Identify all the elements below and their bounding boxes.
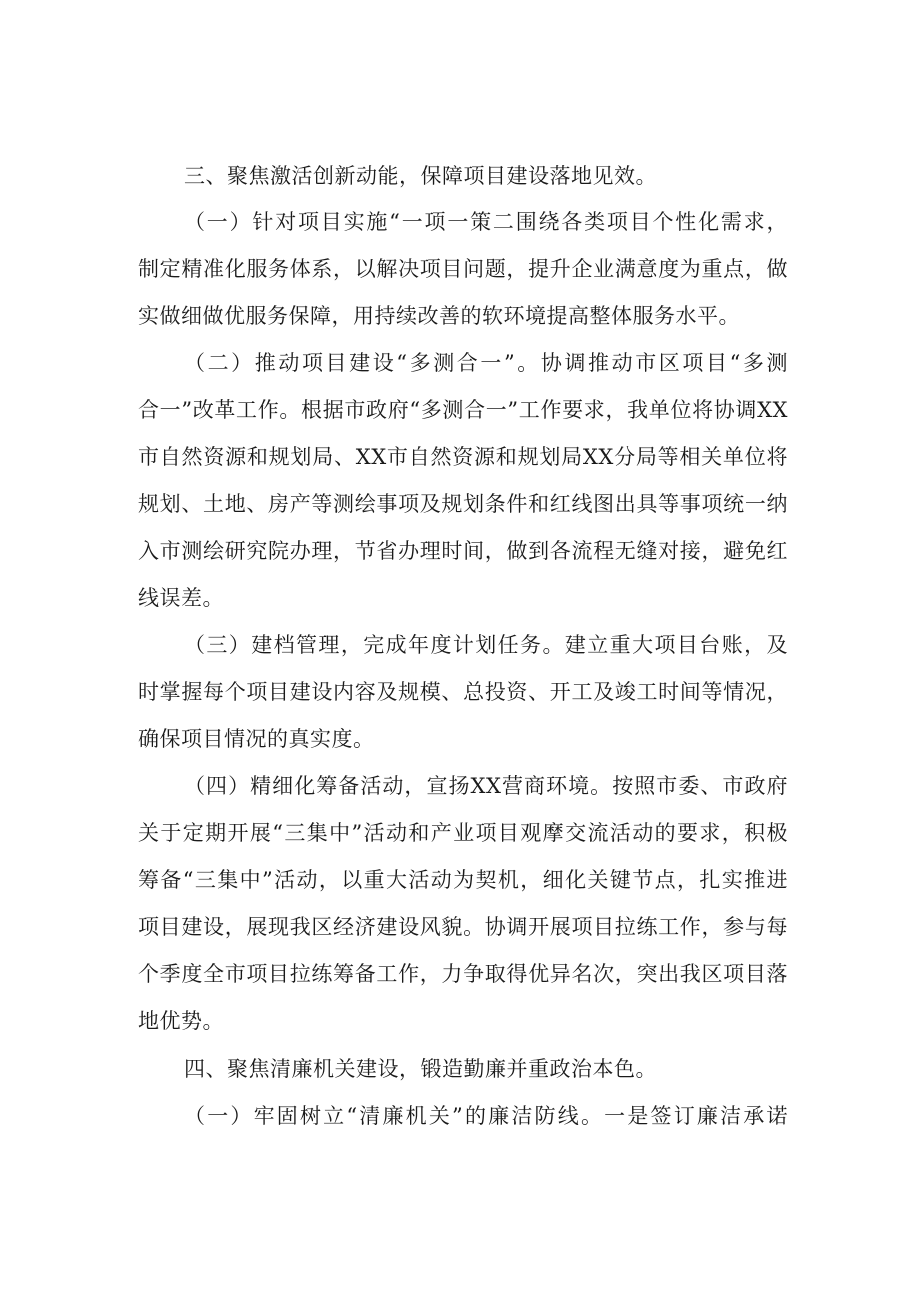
paragraph-line: 规划、土地、房产等测绘事项及规划条件和红线图出具等事项统一纳 — [138, 492, 788, 516]
paragraph-line: 个季度全市项目拉练筹备工作，力争取得优异名次，突出我区项目落 — [138, 962, 788, 986]
paragraph-line: 实做细做优服务保障，用持续改善的软环境提高整体服务水平。 — [138, 304, 740, 328]
paragraph-line: （一）牢固树立“清廉机关”的廉洁防线。一是签订廉洁承诺 — [184, 1104, 788, 1128]
paragraph-line: 项目建设，展现我区经济建设风貌。协调开展项目拉练工作，参与每 — [138, 915, 788, 939]
paragraph-line: 时掌握每个项目建设内容及规模、总投资、开工及竣工时间等情况， — [138, 680, 788, 704]
paragraph-line: （二）推动项目建设“多测合一”。协调推动市区项目“多测 — [184, 351, 788, 375]
paragraph-line: 市自然资源和规划局、XX市自然资源和规划局XX分局等相关单位将 — [138, 445, 788, 469]
paragraph-line: （一）针对项目实施“一项一策二围绕各类项目个性化需求， — [184, 210, 788, 234]
paragraph-line: 入市测绘研究院办理，节省办理时间，做到各流程无缝对接，避免红 — [138, 539, 788, 563]
paragraph-line: 地优势。 — [138, 1009, 224, 1033]
section-heading-3: 三、聚焦激活创新动能，保障项目建设落地见效。 — [184, 164, 657, 188]
paragraph-line: 筹备“三集中”活动，以重大活动为契机，细化关键节点，扎实推进 — [138, 868, 788, 892]
paragraph-line: 确保项目情况的真实度。 — [138, 727, 375, 751]
paragraph-line: 合一”改革工作。根据市政府“多测合一”工作要求，我单位将协调XX — [138, 398, 788, 422]
paragraph-line: 线误差。 — [138, 586, 224, 610]
paragraph-line: （四）精细化筹备活动，宣扬XX营商环境。按照市委、市政府 — [184, 774, 788, 798]
paragraph-line: 制定精准化服务体系，以解决项目问题，提升企业满意度为重点，做 — [138, 257, 788, 281]
paragraph-line: （三）建档管理，完成年度计划任务。建立重大项目台账，及 — [184, 633, 788, 657]
section-heading-4: 四、聚焦清廉机关建设，锻造勤廉并重政治本色。 — [184, 1057, 657, 1081]
paragraph-line: 关于定期开展“三集中”活动和产业项目观摩交流活动的要求，积极 — [138, 821, 788, 845]
